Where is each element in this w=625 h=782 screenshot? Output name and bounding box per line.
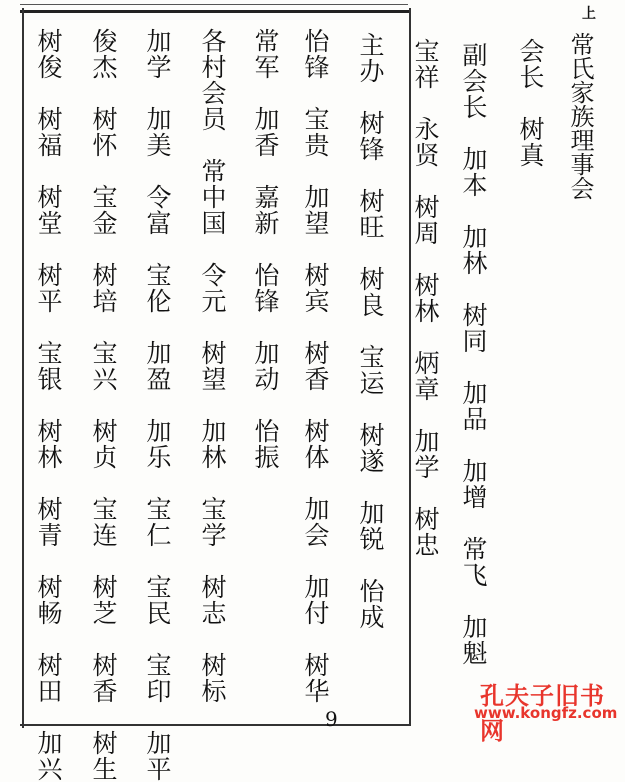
column-members-c: 常军 加香 嘉新 怡锋 加动 怡振 [251, 28, 280, 470]
watermark [470, 676, 620, 745]
frame-top-rule [20, 10, 410, 13]
column-members-f: 树俊 树福 树堂 树平 宝银 树林 树青 树畅 树田 加兴 [34, 28, 63, 782]
column-members-a: 宝祥 永贤 树周 树林 炳章 加学 树忠 [411, 38, 440, 558]
column-village-members: 各村会员 常中国 令元 树望 加林 宝学 树志 树标 [198, 28, 227, 704]
document-title: 常氏家族理事会 [566, 32, 594, 200]
frame-bottom-rule [20, 724, 410, 726]
page-number: 9 [325, 707, 339, 731]
column-members-b: 怡锋 宝贵 加望 树宾 树香 树体 加会 加付 树华 [301, 28, 330, 704]
watermark-name: 孔夫子旧书网 [480, 682, 605, 745]
column-president: 会长 树真 [516, 38, 545, 168]
corner-mark: 上 [582, 6, 596, 22]
frame-top-thin-rule [20, 4, 408, 5]
column-organizers: 主办 树锋 树旺 树良 宝运 树遂 加锐 怡成 [356, 32, 385, 630]
column-members-d: 加学 加美 令富 宝伦 加盈 加乐 宝仁 宝民 宝印 加平 [143, 28, 172, 782]
column-vice-presidents: 副会长 加本 加林 树同 加品 加增 常飞 加魁 [459, 42, 488, 666]
watermark-url: www.kongfz.com [474, 704, 618, 722]
frame-left-rule [22, 8, 24, 728]
column-members-e: 俊杰 树怀 宝金 树培 宝兴 树贞 宝连 树芝 树香 树生 [89, 28, 118, 782]
